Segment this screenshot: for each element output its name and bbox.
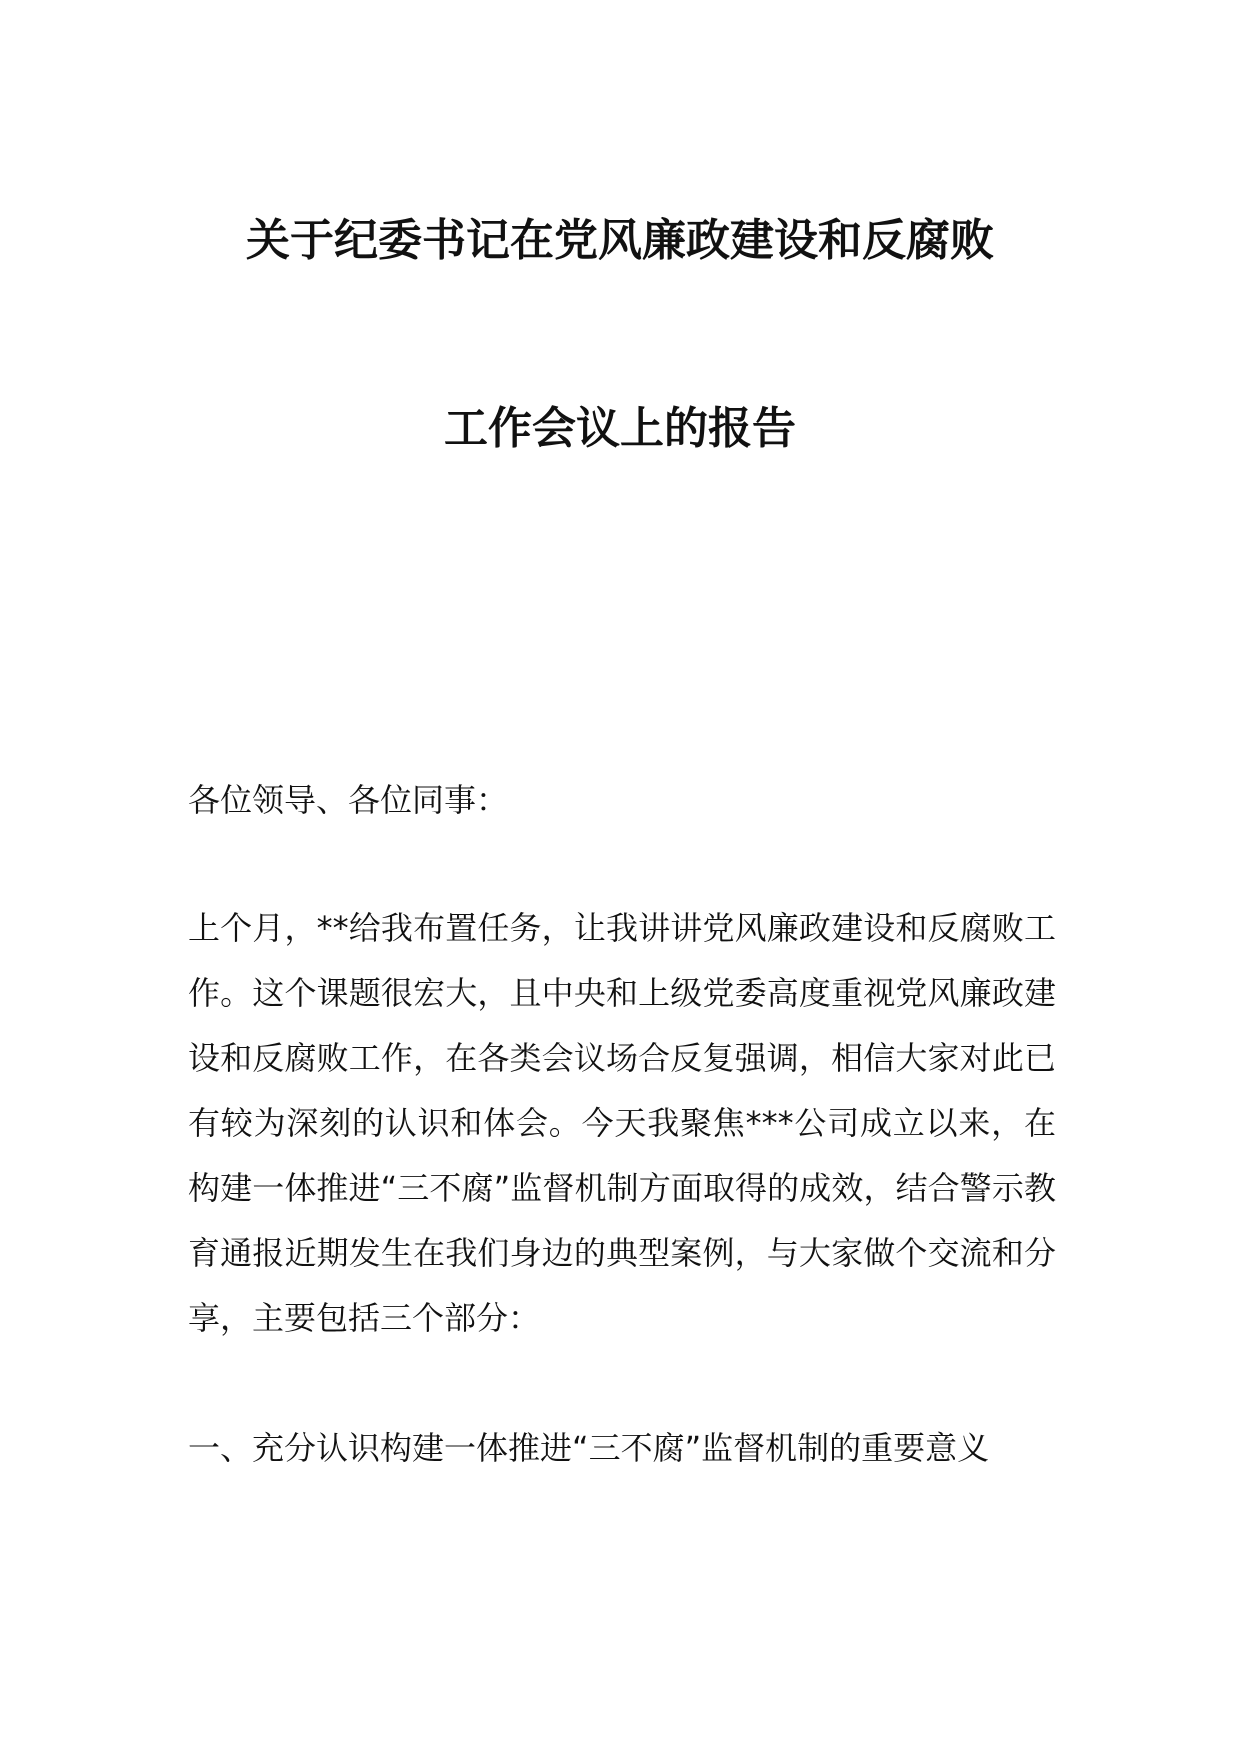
section-heading: 一、充分认识构建一体推进“三不腐”监督机制的重要意义: [188, 1429, 990, 1467]
document-title-line-2: 工作会议上的报告: [444, 403, 796, 454]
body-paragraph: 上个月，**给我布置任务，让我讲讲党风廉政建设和反腐败工作。这个课题很宏大，且中央和上级党委高度重视党风廉政建设和反腐败工作，在各类会议场合反复强调，相信大家对此已有较为深刻的认识和体会。今天我聚焦***公司成立以来，在构建一体推进“三不腐”监督机制方面取得的成效，结合警示教育通报近期发生在我们身边的典型案例，与大家做个交流和分享，主要包括三个部分：: [188, 909, 1056, 1337]
salutation: 各位领导、各位同事：: [188, 781, 509, 819]
document-title-line-1: 关于纪委书记在党风廉政建设和反腐败: [246, 215, 994, 266]
